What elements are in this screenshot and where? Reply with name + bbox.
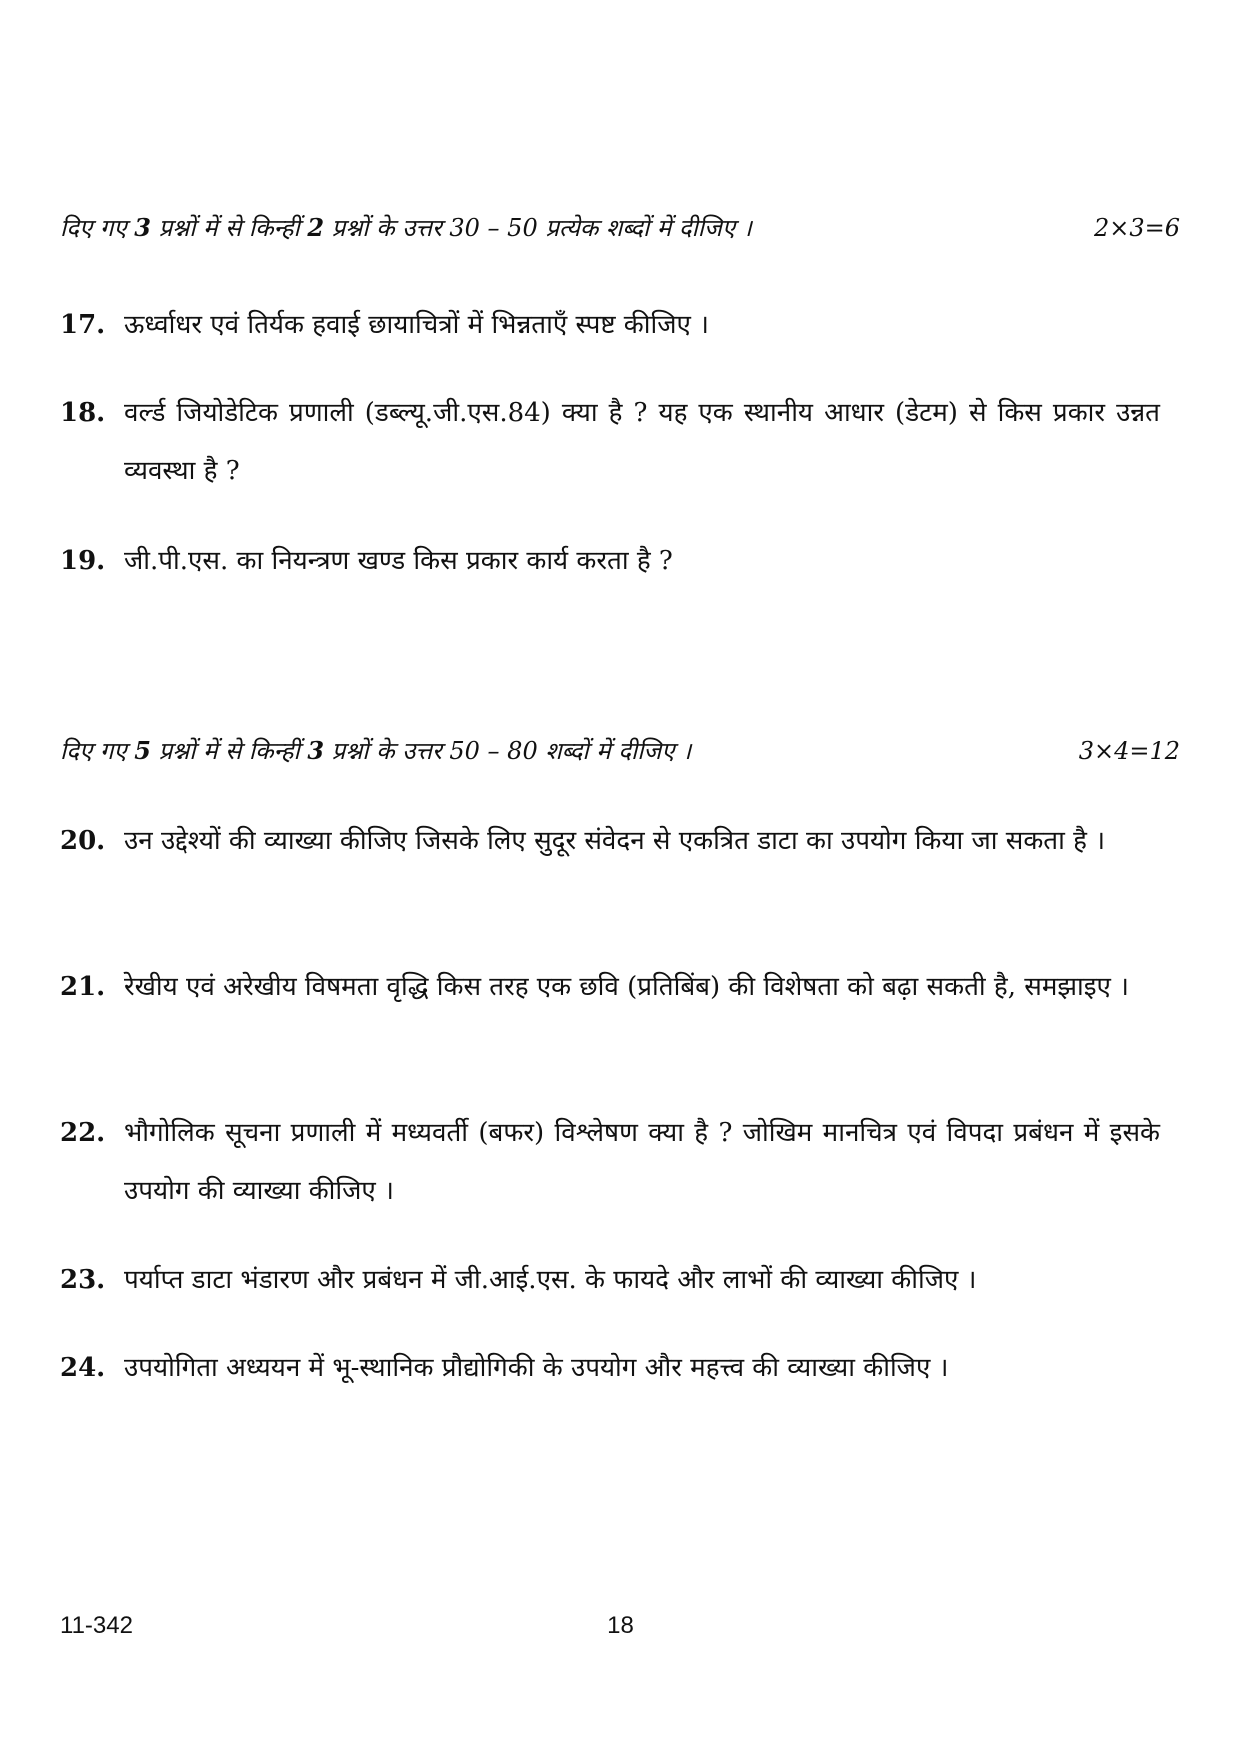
question-17	[60, 296, 1160, 354]
question-number: 23.	[60, 1265, 106, 1295]
question-18	[60, 384, 1160, 500]
section1-instruction	[60, 212, 1180, 244]
instruction-part: दिए गए	[60, 214, 135, 242]
question-number: 21.	[60, 972, 106, 1002]
question-text: वर्ल्ड जियोडेटिक प्रणाली (डब्ल्यू.जी.एस.84) क्या है ? यह एक स्थानीय आधार (डेटम) से किस प्रकार उन्नत व्यवस्था है ?	[124, 398, 1160, 486]
paper-code: 11-342	[60, 1612, 133, 1639]
instruction-part: प्रश्नों के उत्तर 30 – 50 प्रत्येक शब्दों में दीजिए ।	[324, 214, 752, 242]
page-number: 18	[607, 1612, 634, 1639]
question-19	[60, 532, 1160, 590]
instruction-part: दिए गए	[60, 737, 135, 765]
section1-marks: 2×3=6	[1093, 214, 1180, 242]
instruction-count: 3	[134, 213, 151, 242]
question-23	[60, 1251, 1160, 1309]
question-number: 17.	[60, 310, 106, 340]
question-22	[60, 1104, 1160, 1220]
instruction-part: प्रश्नों में से किन्हीं	[150, 214, 308, 242]
question-number: 18.	[60, 398, 106, 428]
question-text: पर्याप्त डाटा भंडारण और प्रबंधन में जी.आई.एस. के फायदे और लाभों की व्याख्या कीजिए ।	[124, 1265, 977, 1295]
question-text: रेखीय एवं अरेखीय विषमता वृद्धि किस तरह एक छवि (प्रतिबिंब) की विशेषता को बढ़ा सकती है, समझाइए ।	[124, 972, 1130, 1002]
instruction-count: 5	[134, 736, 151, 765]
section2-instruction-text	[60, 735, 691, 767]
section2-instruction	[60, 735, 1180, 767]
instruction-part: प्रश्नों में से किन्हीं	[150, 737, 308, 765]
instruction-count: 3	[307, 736, 325, 765]
question-number: 19.	[60, 546, 106, 576]
question-21	[60, 958, 1160, 1016]
question-24	[60, 1339, 1160, 1397]
question-text: उपयोगिता अध्ययन में भू-स्थानिक प्रौद्योगिकी के उपयोग और महत्त्व की व्याख्या कीजिए ।	[124, 1353, 949, 1383]
question-20	[60, 812, 1160, 870]
question-text: ऊर्ध्वाधर एवं तिर्यक हवाई छायाचित्रों में भिन्नताएँ स्पष्ट कीजिए ।	[124, 310, 710, 340]
question-text: जी.पी.एस. का नियन्त्रण खण्ड किस प्रकार कार्य करता है ?	[124, 546, 673, 576]
question-number: 20.	[60, 826, 106, 856]
section2-marks: 3×4=12	[1078, 737, 1180, 765]
instruction-count: 2	[307, 213, 325, 242]
instruction-part: प्रश्नों के उत्तर 50 – 80 शब्दों में दीजिए ।	[324, 737, 692, 765]
question-text: भौगोलिक सूचना प्रणाली में मध्यवर्ती (बफर) विश्लेषण क्या है ? जोखिम मानचित्र एवं विपदा प्रबंधन में इसके उपयोग की व्याख्या कीजिए ।	[124, 1118, 1160, 1206]
question-number: 22.	[60, 1118, 106, 1148]
section1-instruction-text	[60, 212, 752, 244]
question-number: 24.	[60, 1353, 106, 1383]
question-text: उन उद्देश्यों की व्याख्या कीजिए जिसके लिए सुदूर संवेदन से एकत्रित डाटा का उपयोग किया जा सकता है ।	[124, 826, 1106, 856]
